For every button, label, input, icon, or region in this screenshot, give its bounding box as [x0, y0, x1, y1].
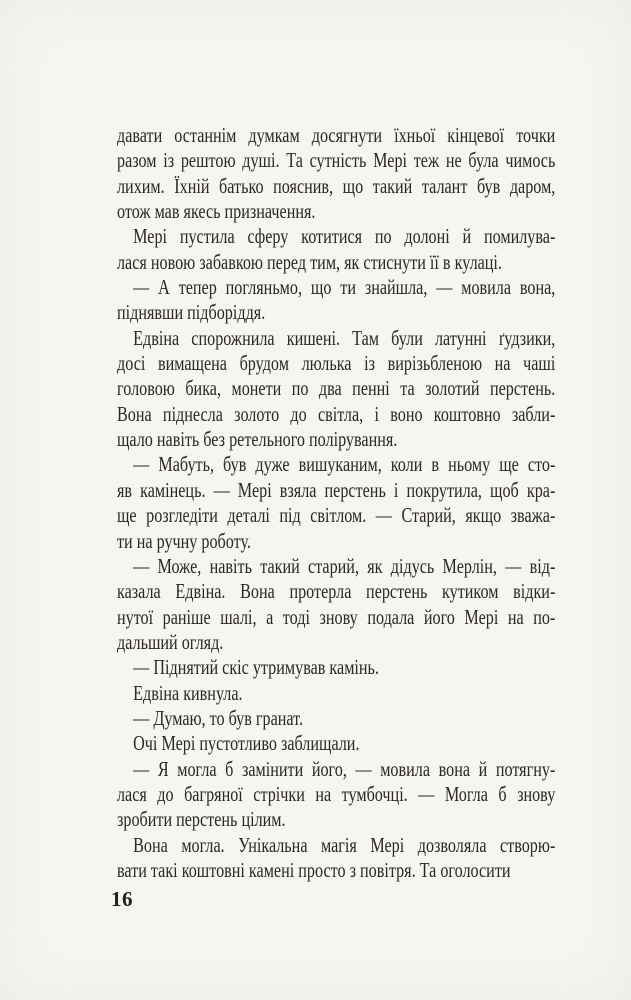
text-line: — Може, навіть такий старий, як дідусь Мерлін, — від- [133, 553, 556, 578]
text-line: Очі Мері пустотливо заблищали. [133, 731, 360, 756]
paragraph [117, 275, 555, 326]
text-line: давати останнім думкам досягнути їхньої кінцевої точки [117, 123, 556, 147]
paragraph [117, 681, 555, 706]
text-line: вати такі коштовні камені просто з повітря. Та оголосити [117, 857, 511, 882]
text-line: яв камінець. — Мері взяла перстень і покрутила, щоб кра- [117, 477, 556, 502]
text-line: Мері пустила сферу котитися по долоні й помилува- [133, 224, 556, 249]
paragraph [117, 452, 555, 553]
text-line: отож мав якесь призначення. [117, 199, 316, 224]
text-line: Едвіна кивнула. [133, 680, 243, 705]
paragraph [117, 554, 555, 655]
text-line: Вона піднесла золото до світла, і воно коштовно забли- [117, 401, 556, 426]
text-line: піднявши підборіддя. [117, 300, 266, 325]
text-line: зробити перстень цілим. [117, 807, 286, 832]
text-line: Едвіна спорожнила кишені. Там були латунні ґудзики, [133, 325, 556, 350]
text-line: досі вимащена брудом люлька із вирізьбленою на чаші [117, 351, 556, 376]
text-block [117, 123, 555, 883]
paragraph [117, 326, 555, 453]
text-line: казала Едвіна. Вона протерла перстень кутиком відки- [117, 579, 556, 604]
paragraph [117, 655, 555, 680]
text-line: разом із рештою душі. Та сутність Мері теж не була чимось [117, 148, 556, 173]
text-line: лася новою забавкою перед тим, як стиснути її в кулаці. [117, 249, 502, 274]
paragraph [117, 833, 555, 884]
paragraph [117, 731, 555, 756]
text-line: — Мабуть, був дуже вишуканим, коли в ньому ще сто- [133, 452, 556, 477]
text-line: головою бика, монети по два пенні та золотий перстень. [117, 376, 556, 401]
text-line: — А тепер погляньмо, що ти знайшла, — мовила вона, [133, 275, 556, 300]
text-line: ти на ручну роботу. [117, 528, 251, 553]
paragraph [117, 757, 555, 833]
text-line: нутої раніше шалі, а тоді знову подала його Мері на по- [117, 604, 556, 629]
text-line: щало навіть без ретельного полірування. [117, 427, 398, 452]
text-line: — Піднятий скіс утримував камінь. [133, 655, 379, 680]
text-line: ще розгледіти деталі під світлом. — Старий, якщо зважа- [117, 503, 556, 528]
text-line: — Думаю, то був гранат. [133, 705, 304, 730]
paragraph [117, 123, 555, 224]
paragraph [117, 706, 555, 731]
text-line: — Я могла б замінити його, — мовила вона й потягну- [133, 756, 556, 781]
text-line: лихим. Їхній батько пояснив, що такий талант був даром, [117, 173, 556, 198]
paragraph [117, 224, 555, 275]
text-line: Вона могла. Унікальна магія Мері дозволяла створю- [133, 832, 556, 857]
text-line: дальший огляд. [117, 629, 224, 654]
text-line: лася до багряної стрічки на тумбочці. — Могла б знову [117, 781, 556, 806]
page-number: 16 [111, 887, 133, 911]
